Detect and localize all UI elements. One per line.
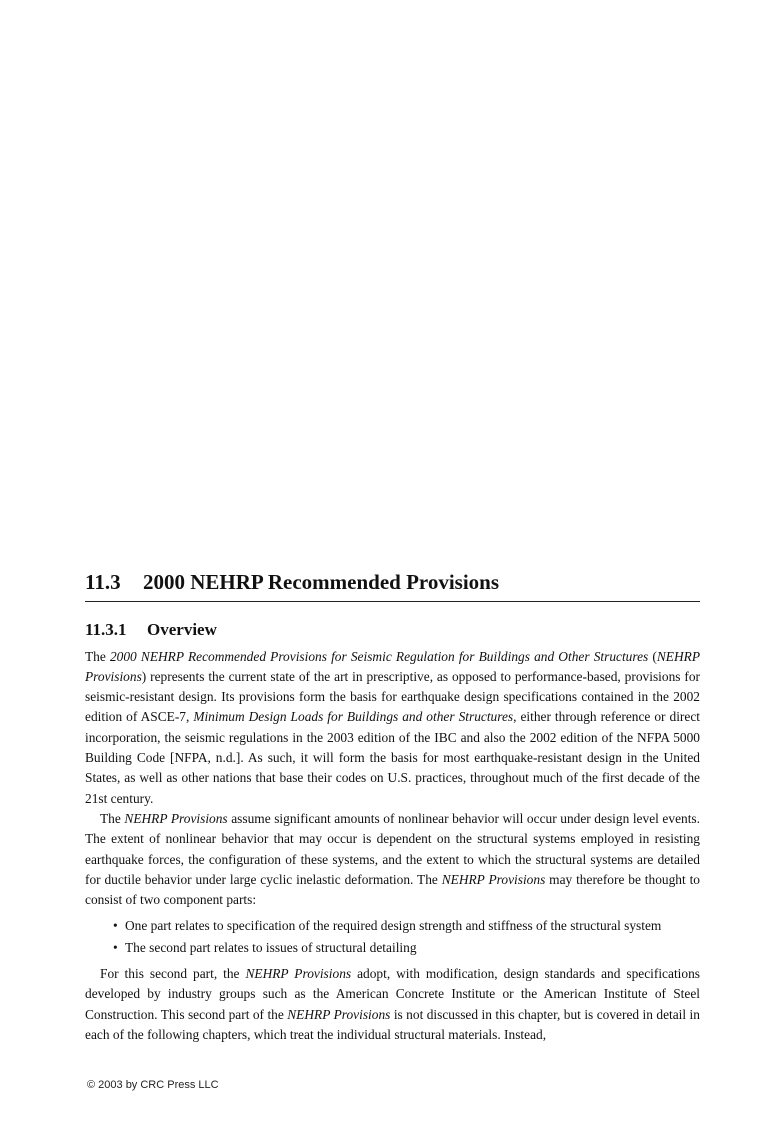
italic-title-run: 2000 NEHRP Recommended Provisions for Seismic Regulation for Buildings and Other Structures	[109, 648, 649, 664]
text-run: adopt, with modification, design standards and specifications developed by industry groups such as the American Concrete Institute or the American Institute of Steel Construction. This second part of the	[85, 966, 700, 1022]
text-run: (	[648, 648, 657, 664]
italic-title-run: NEHRP Provisions	[287, 1006, 391, 1022]
subsection-title: Overview	[147, 620, 217, 640]
overview-paragraph-3	[85, 964, 700, 1045]
text-run: ) represents the current state of the art in prescriptive, as opposed to performance-based, provisions for seismic-resistant design. Its provisions form the basis for earthquake design specifications contained in the 2002 edition of ASCE-7,	[85, 668, 700, 725]
page-content	[85, 570, 700, 1045]
bullet-icon: •	[113, 918, 118, 934]
overview-paragraph-2	[85, 809, 700, 910]
text-run: For this second part, the	[100, 966, 246, 982]
text-run: assume significant amounts of nonlinear behavior will occur under design level events. The extent of nonlinear behavior that may occur is dependent on the structural systems employed in resisting earthquake forces, the configuration of these systems, and the extent to which the structural systems are detailed for ductile behavior under large cyclic inelastic deformation. The	[85, 810, 700, 887]
italic-title-run: Minimum Design Loads for Buildings and other Structures	[193, 709, 514, 725]
italic-title-run: NEHRP Provisions	[245, 966, 352, 982]
italic-title-run: NEHRP Provisions	[441, 871, 546, 887]
list-item	[113, 916, 700, 936]
text-run: , either through reference or direct incorporation, the seismic regulations in the 2003 edition of the IBC and also the 2002 edition of the NFPA 5000 Building Code [NFPA, n.d.]. As such, it will form the basis for most earthquake-resistant design in the United States, as well as other nations that base their codes on U.S. practices, throughout much of the first decade of the 21st century.	[85, 709, 700, 806]
text-run: The	[100, 810, 125, 826]
list-item	[113, 938, 700, 958]
list-item-text: The second part relates to issues of structural detailing	[125, 939, 417, 955]
list-item-text: One part relates to specification of the required design strength and stiffness of the structural system	[125, 918, 662, 934]
italic-title-run: NEHRP Provisions	[124, 810, 228, 826]
text-run: is not discussed in this chapter, but is covered in detail in each of the following chapters, which treat the individual structural materials. Instead,	[85, 1006, 700, 1042]
section-heading	[85, 570, 700, 602]
section-title: 2000 NEHRP Recommended Provisions	[143, 570, 500, 594]
text-run: may therefore be thought to consist of two component parts:	[85, 871, 700, 908]
component-parts-list	[85, 916, 700, 958]
text-run: The	[85, 648, 110, 664]
overview-paragraph-1	[85, 647, 700, 809]
subsection-heading	[85, 620, 700, 640]
italic-title-run: NEHRP Provisions	[85, 648, 700, 684]
subsection-number: 11.3.1	[85, 620, 127, 640]
section-number: 11.3	[85, 570, 121, 594]
copyright-footer: © 2003 by CRC Press LLC	[87, 1079, 219, 1091]
bullet-icon: •	[113, 939, 118, 955]
